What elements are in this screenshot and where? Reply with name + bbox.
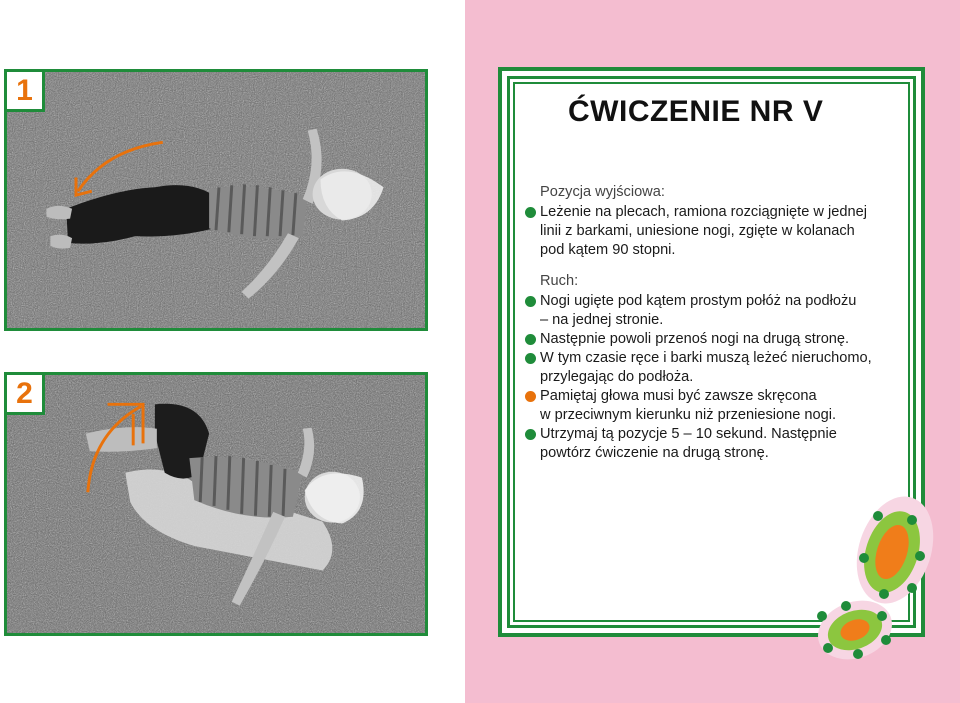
bullet-line: pod kątem 90 stopni. [540,242,676,258]
card-body [524,183,914,463]
bullet-line: W tym czasie ręce i barki muszą leżeć nieruchomo, [540,350,872,366]
photo-1-image [7,72,425,328]
bullet-line: linii z barkami, uniesione nogi, zgięte w kolanach [540,223,855,239]
photo-number-badge: 1 [7,72,45,112]
bullet-line: powtórz ćwiczenie na drugą stronę. [540,445,769,461]
bullet-line: Nogi ugięte pod kątem prostym połóż na podłożu [540,293,857,309]
bullet-dot-icon [525,207,536,218]
card-title: ĆWICZENIE NR V [568,95,824,128]
photo-number-badge: 2 [7,375,45,415]
bullet-line: przylegając do podłoża. [540,369,694,385]
bullet-item [524,387,914,425]
section-gap [524,260,914,272]
bullet-line: Utrzymaj tą pozycje 5 – 10 sekund. Następnie [540,426,837,442]
section-label: Ruch: [540,273,579,289]
bullet-dot-icon [525,391,536,402]
bullet-line: Leżenie na plecach, ramiona rozciągnięte w jednej [540,204,867,220]
bullet-item [524,203,914,260]
bullet-item [524,349,914,387]
bullet-line: Następnie powoli przenoś nogi na drugą stronę. [540,331,850,347]
bullet-dot-icon [525,429,536,440]
bullet-item [524,330,914,349]
bullet-line: w przeciwnym kierunku niż przeniesione nogi. [540,407,837,423]
section-label: Pozycja wyjściowa: [540,184,665,200]
bullet-dot-icon [525,296,536,307]
photo-2-image [7,375,425,633]
exercise-photo-2 [4,372,428,636]
bullet-line: – na jednej stronie. [540,312,664,328]
bullet-item [524,292,914,330]
bullet-item [524,425,914,463]
exercise-photo-1 [4,69,428,331]
bullet-dot-icon [525,353,536,364]
bullet-line: Pamiętaj głowa musi być zawsze skręcona [540,388,817,404]
flower-decoration-icon [800,490,960,703]
bullet-dot-icon [525,334,536,345]
